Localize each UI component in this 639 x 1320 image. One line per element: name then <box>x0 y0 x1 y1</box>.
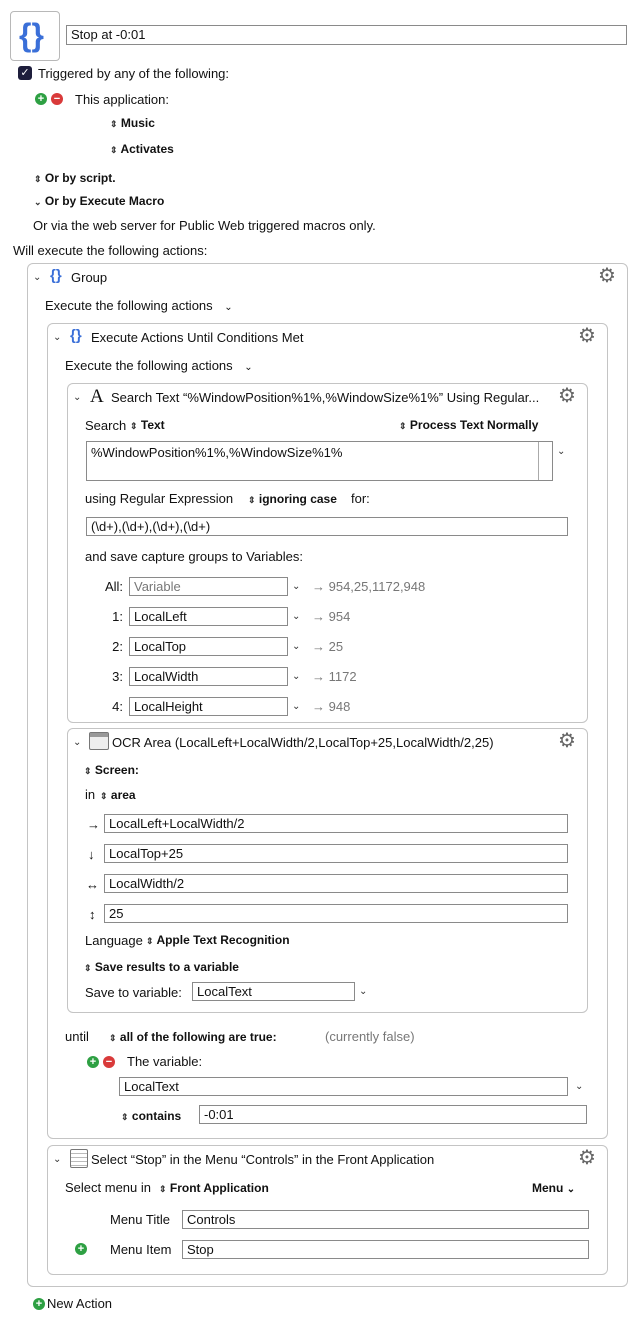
left-arrow-icon: → <box>87 817 100 832</box>
chevron-down-icon: ⌄ <box>566 1184 576 1195</box>
chevron-down-icon: ⌄ <box>244 362 253 373</box>
capture-var-1[interactable]: LocalLeft <box>129 607 288 626</box>
height-arrow-icon: ↕ <box>89 907 96 922</box>
capture-result-all: → 954,25,1172,948 <box>312 579 426 594</box>
updown-icon: ⇕ <box>130 421 138 431</box>
application-label: This application: <box>75 92 169 107</box>
menu-item-field[interactable]: Stop <box>182 1240 589 1259</box>
collapse-chevron-icon[interactable]: ⌄ <box>73 737 82 748</box>
case-popup[interactable]: ⇕ ignoring case <box>248 492 337 506</box>
by-execute-disclosure[interactable]: ⌄ Or by Execute Macro <box>34 194 165 208</box>
language-label: Language <box>85 933 143 948</box>
save-var-label: Save to variable: <box>85 985 182 1000</box>
updown-icon: ⇕ <box>34 174 42 184</box>
updown-icon: ⇕ <box>110 119 118 129</box>
macro-icon[interactable] <box>10 11 60 61</box>
menu-title: Select “Stop” in the Menu “Controls” in the Front Application <box>91 1152 435 1167</box>
app-name-popup[interactable]: ⇕ Music <box>110 116 155 130</box>
capture-result-2: → 25 <box>312 639 344 654</box>
language-popup[interactable]: ⇕ Apple Text Recognition <box>146 933 290 947</box>
capture-label-1: 1: <box>112 609 123 624</box>
gear-icon[interactable]: ⚙ <box>558 730 576 752</box>
braces-icon: {} <box>19 17 44 53</box>
until-braces-icon: {} <box>70 327 82 344</box>
chevron-down-icon: ⌄ <box>224 302 233 313</box>
search-text-area[interactable]: %WindowPosition%1%,%WindowSize%1% <box>86 441 553 481</box>
contains-value-field[interactable]: -0:01 <box>199 1105 587 1124</box>
width-arrow-icon: ↔ <box>86 877 99 892</box>
add-trigger-icon[interactable]: + <box>35 93 47 105</box>
capture-var-2[interactable]: LocalTop <box>129 637 288 656</box>
macro-name-field[interactable]: Stop at -0:01 <box>66 25 627 45</box>
add-condition-icon[interactable]: + <box>87 1056 99 1068</box>
gear-icon[interactable]: ⚙ <box>558 385 576 407</box>
capture-label-3: 3: <box>112 669 123 684</box>
new-action-link[interactable]: New Action <box>47 1296 113 1311</box>
target-popup[interactable]: ⇕ Front Application <box>159 1181 269 1195</box>
new-action-icon[interactable]: + <box>33 1298 45 1310</box>
updown-icon: ⇕ <box>109 1033 117 1043</box>
updown-icon: ⇕ <box>399 421 407 431</box>
ocr-top-field[interactable]: LocalTop+25 <box>104 844 568 863</box>
capture-label-all: All: <box>104 579 123 594</box>
updown-icon: ⇕ <box>84 766 92 776</box>
menu-title-label: Menu Title <box>110 1212 170 1227</box>
area-popup[interactable]: ⇕ area <box>100 788 136 802</box>
chevron-down-icon[interactable]: ⌄ <box>575 1081 584 1092</box>
search-text-icon: A <box>90 386 104 407</box>
menu-title-field[interactable]: Controls <box>182 1210 589 1229</box>
chevron-down-icon[interactable]: ⌄ <box>557 446 566 457</box>
capture-var-4[interactable]: LocalHeight <box>129 697 288 716</box>
web-server-text: Or via the web server for Public Web triggered macros only. <box>33 218 376 233</box>
remove-condition-icon[interactable]: − <box>103 1056 115 1068</box>
menu-item-label: Menu Item <box>110 1242 172 1257</box>
gear-icon[interactable]: ⚙ <box>578 325 596 347</box>
save-mode-popup[interactable]: ⇕ Save results to a variable <box>84 960 239 974</box>
save-var-field[interactable]: LocalText <box>192 982 355 1001</box>
cond-mode-popup[interactable]: ⇕ all of the following are true: <box>109 1030 277 1044</box>
group-execute-popup[interactable]: Execute the following actions ⌄ <box>45 298 233 313</box>
collapse-chevron-icon[interactable]: ⌄ <box>53 1154 62 1165</box>
search-label: Search <box>85 418 127 433</box>
regex-label: using Regular Expression <box>85 491 234 506</box>
capture-result-3: → 1172 <box>312 669 357 684</box>
until-title: Execute Actions Until Conditions Met <box>91 330 304 345</box>
updown-icon: ⇕ <box>100 791 108 801</box>
collapse-chevron-icon[interactable]: ⌄ <box>33 272 42 283</box>
menu-button[interactable]: Menu ⌄ <box>532 1181 576 1195</box>
chevron-down-icon[interactable]: ⌄ <box>292 611 301 622</box>
cond-variable-field[interactable]: LocalText <box>119 1077 568 1096</box>
in-label: in <box>85 787 96 802</box>
updown-icon: ⇕ <box>248 495 256 505</box>
updown-icon: ⇕ <box>159 1184 167 1194</box>
collapse-chevron-icon[interactable]: ⌄ <box>73 392 82 403</box>
chevron-down-icon[interactable]: ⌄ <box>292 701 301 712</box>
screen-popup[interactable]: ⇕ Screen: <box>84 763 139 777</box>
chevron-down-icon: ⌄ <box>34 197 42 207</box>
chevron-down-icon[interactable]: ⌄ <box>292 671 301 682</box>
updown-icon: ⇕ <box>110 145 118 155</box>
search-type-popup[interactable]: ⇕ Text <box>130 418 165 432</box>
capture-result-4: → 948 <box>312 699 351 714</box>
will-execute-label: Will execute the following actions: <box>13 243 208 258</box>
ocr-title: OCR Area (LocalLeft+LocalWidth/2,LocalTop+25,LocalWidth/2,25) <box>112 735 494 750</box>
remove-trigger-icon[interactable]: − <box>51 93 63 105</box>
capture-var-3[interactable]: LocalWidth <box>129 667 288 686</box>
save-capture-label: and save capture groups to Variables: <box>85 549 304 564</box>
capture-label-2: 2: <box>112 639 123 654</box>
updown-icon: ⇕ <box>121 1112 129 1122</box>
by-script-popup[interactable]: ⇕ Or by script. <box>34 171 116 185</box>
ocr-width-field[interactable]: LocalWidth/2 <box>104 874 568 893</box>
chevron-down-icon[interactable]: ⌄ <box>292 581 301 592</box>
capture-label-4: 4: <box>112 699 123 714</box>
add-menu-item-icon[interactable]: + <box>75 1243 87 1255</box>
triggered-label: Triggered by any of the following: <box>38 66 230 81</box>
regex-field[interactable]: (\d+),(\d+),(\d+),(\d+) <box>86 517 568 536</box>
capture-result-1: → 954 <box>312 609 351 624</box>
chevron-down-icon[interactable]: ⌄ <box>292 641 301 652</box>
for-label: for: <box>351 491 370 506</box>
search-title: Search Text “%WindowPosition%1%,%WindowSize%1%” Using Regular... <box>111 390 540 405</box>
updown-icon: ⇕ <box>146 936 154 946</box>
currently-status: (currently false) <box>325 1029 415 1044</box>
select-in-label: Select menu in <box>65 1180 151 1195</box>
app-event-popup[interactable]: ⇕ Activates <box>110 142 174 156</box>
ocr-left-field[interactable]: LocalLeft+LocalWidth/2 <box>104 814 568 833</box>
updown-icon: ⇕ <box>84 963 92 973</box>
gear-icon[interactable]: ⚙ <box>578 1147 596 1169</box>
contains-popup[interactable]: ⇕ contains <box>121 1109 182 1123</box>
down-arrow-icon: ↓ <box>88 847 95 862</box>
chevron-down-icon[interactable]: ⌄ <box>359 986 368 997</box>
ocr-height-field[interactable]: 25 <box>104 904 568 923</box>
triggered-checkbox[interactable]: ✓ <box>18 66 32 80</box>
gear-icon[interactable]: ⚙ <box>598 265 616 287</box>
collapse-chevron-icon[interactable]: ⌄ <box>53 332 62 343</box>
until-label: until <box>65 1029 89 1044</box>
group-braces-icon: {} <box>50 267 62 284</box>
menu-icon <box>70 1149 88 1168</box>
variable-cond-label: The variable: <box>127 1054 203 1069</box>
group-title: Group <box>71 270 108 285</box>
process-popup[interactable]: ⇕ Process Text Normally <box>399 418 539 432</box>
window-icon <box>89 732 109 750</box>
capture-var-all[interactable]: Variable <box>129 577 288 596</box>
until-execute-popup[interactable]: Execute the following actions ⌄ <box>65 358 253 373</box>
